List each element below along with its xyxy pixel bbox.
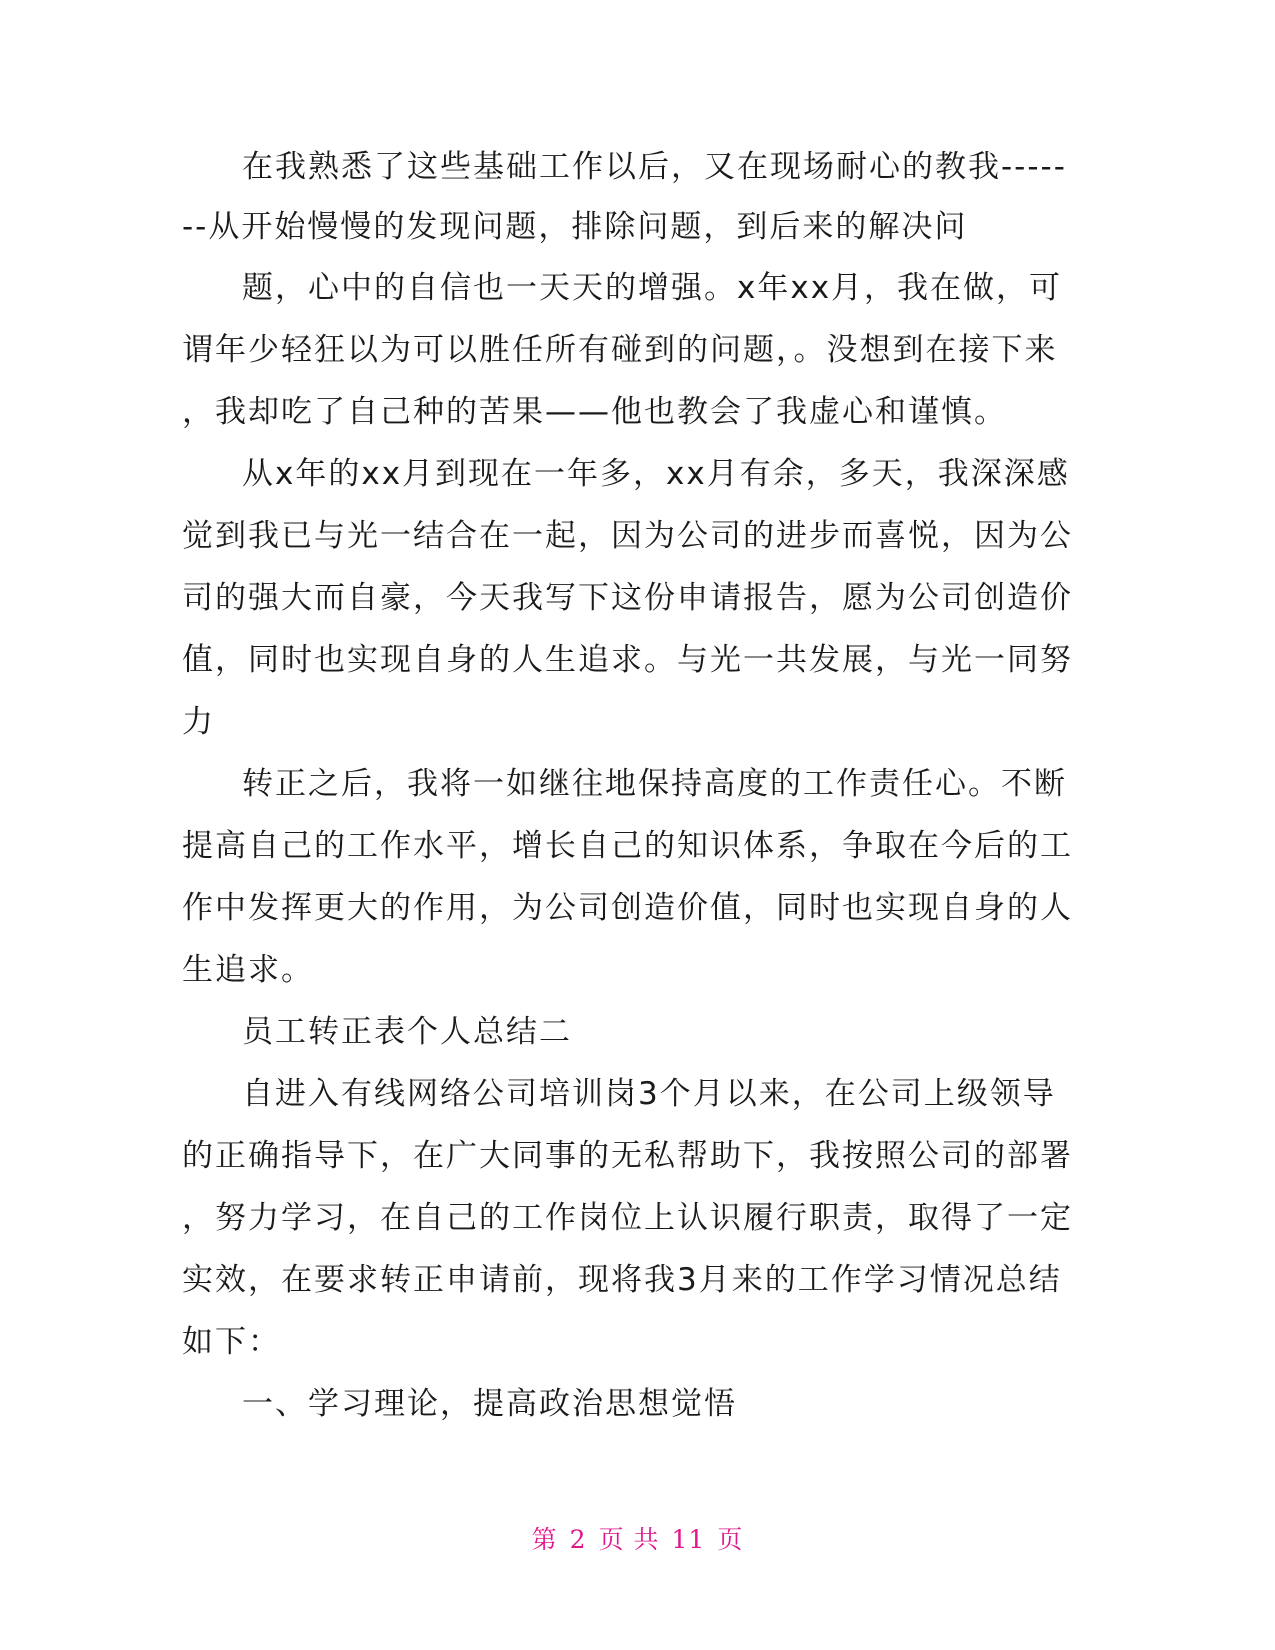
text-line: --从开始慢慢的发现问题，排除问题，到后来的解决问 — [182, 209, 968, 245]
current-page-number: 2 — [569, 1525, 587, 1554]
footer-prefix: 第 — [531, 1525, 558, 1554]
page-footer — [0, 1522, 1275, 1558]
footer-suffix: 页 — [717, 1525, 744, 1554]
text-line: 觉到我已与光一结合在一起，因为公司的进步而喜悦，因为公 — [182, 518, 1073, 554]
text-line: 从x年的xx月到现在一年多，xx月有余，多天，我深深感 — [242, 456, 1070, 492]
text-line: 的正确指导下，在广大同事的无私帮助下，我按照公司的部署 — [182, 1138, 1073, 1174]
total-pages-number: 11 — [671, 1525, 706, 1554]
text-line: 题，心中的自信也一天天的增强。x年xx月，我在做，可 — [242, 270, 1063, 306]
text-line: 提高自己的工作水平，增长自己的知识体系，争取在今后的工 — [182, 828, 1073, 864]
text-line: 实效，在要求转正申请前，现将我3月来的工作学习情况总结 — [182, 1262, 1062, 1298]
section-heading: 一、学习理论，提高政治思想觉悟 — [242, 1386, 737, 1422]
footer-middle: 页 共 — [598, 1525, 660, 1554]
text-line: 生追求。 — [182, 952, 314, 988]
text-line: ，我却吃了自己种的苦果——他也教会了我虚心和谨慎。 — [182, 394, 1007, 430]
text-line: 司的强大而自豪，今天我写下这份申请报告，愿为公司创造价 — [182, 580, 1073, 616]
text-line: 谓年少轻狂以为可以胜任所有碰到的问题，。没想到在接下来 — [182, 332, 1058, 368]
text-line: 作中发挥更大的作用，为公司创造价值，同时也实现自身的人 — [182, 890, 1073, 926]
text-line: 在我熟悉了这些基础工作以后，又在现场耐心的教我----- — [242, 149, 1067, 185]
text-line: 值，同时也实现自身的人生追求。与光一共发展，与光一同努 — [182, 642, 1073, 678]
text-line: 力 — [182, 704, 215, 740]
section-heading: 员工转正表个人总结二 — [242, 1014, 572, 1050]
text-line: 转正之后，我将一如继往地保持高度的工作责任心。不断 — [242, 766, 1067, 802]
text-line: 如下： — [182, 1324, 281, 1360]
text-line: ，努力学习，在自己的工作岗位上认识履行职责，取得了一定 — [182, 1200, 1073, 1236]
text-line: 自进入有线网络公司培训岗3个月以来，在公司上级领导 — [242, 1076, 1056, 1112]
